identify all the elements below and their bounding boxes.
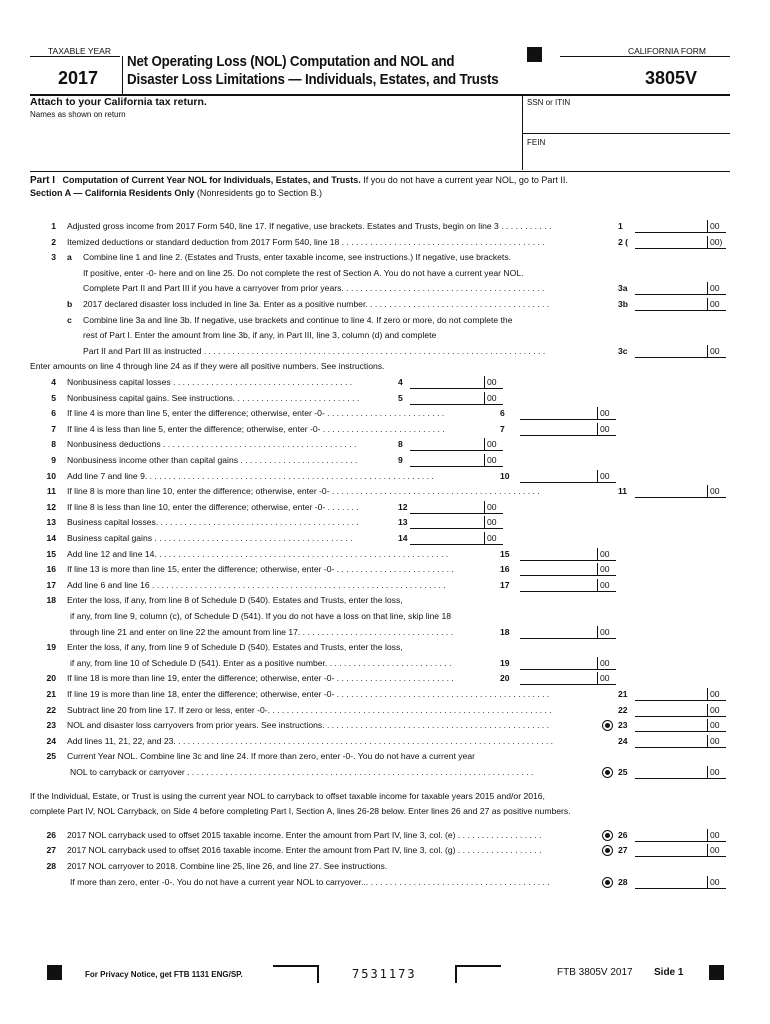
amount-input-2[interactable] xyxy=(635,236,707,249)
line-text: Combine line 1 and line 2. (Estates and Trusts, enter taxable income, see instructions.) If negative, use brackets. xyxy=(83,252,512,263)
line-number: 21 xyxy=(46,689,56,699)
privacy-notice: For Privacy Notice, get FTB 1131 ENG/SP. xyxy=(85,970,243,979)
line-16 xyxy=(46,564,454,575)
line-text: Nonbusiness capital gains. See instructions. . . . . . . . . . . . . . . . . . . . . . . . . . . xyxy=(67,392,360,403)
target-icon xyxy=(602,767,613,778)
line-number: 7 xyxy=(51,423,56,434)
cents-field[interactable]: 00 xyxy=(597,579,616,592)
cents-field[interactable]: 00 xyxy=(597,626,616,639)
cents-field[interactable]: 00 xyxy=(707,220,726,233)
cents-field[interactable]: 00 xyxy=(484,501,503,514)
form-id-footer: FTB 3805V 2017 xyxy=(557,967,633,978)
line-text: Add line 6 and line 16 . . . . . . . . . . . . . . . . . . . . . . . . . . . . . . . . . . . . . . . . . . . . . . . . . . . . . . . . . . . . . . xyxy=(67,579,446,590)
cents-field[interactable]: 00) xyxy=(707,236,726,249)
form-number: 3805V xyxy=(645,68,698,88)
amount-input-26[interactable] xyxy=(635,829,707,842)
line-text: Subtract line 20 from line 17. If zero or less, enter -0-. . . . . . . . . . . . . . . . . . . . . . . . . . . . . . . . . . . . . . . . . . . . . . . . . . . . . . . . . . . . xyxy=(67,704,552,715)
amount-input-21[interactable] xyxy=(635,688,707,701)
line-9 xyxy=(51,455,358,466)
line-text: through line 21 and enter on line 22 the amount from line 17. . . . . . . . . . . . . . . . . . . . . . . . . . . . . . . . . xyxy=(70,626,454,637)
names-input[interactable] xyxy=(30,120,518,166)
line-number: 10 xyxy=(46,470,56,481)
amount-input-14[interactable] xyxy=(410,532,484,545)
line-28 xyxy=(46,861,388,872)
line-27 xyxy=(46,845,542,856)
section-a-label: Section A — California Residents Only xyxy=(30,188,195,198)
footer-mark-right xyxy=(709,965,724,980)
line-number: 4 xyxy=(51,377,56,387)
line-number: 8 xyxy=(51,439,56,450)
line-text: Nonbusiness income other than capital gains . . . . . . . . . . . . . . . . . . . . . . . . . xyxy=(67,455,358,465)
cents-field[interactable]: 00 xyxy=(597,423,616,436)
cents-field[interactable]: 00 xyxy=(597,548,616,561)
fein-input[interactable] xyxy=(527,148,727,168)
line-label-25: 25 xyxy=(618,767,628,777)
line-text: If line 19 is more than line 18, enter the difference; otherwise, enter -0- . . . . . . . . . . . . . . . . . . . . . . . . . . . . . . . . . . . . . . . . . . . . . xyxy=(67,689,550,699)
form-title-line-2: Disaster Loss Limitations — Individuals, Estates, and Trusts xyxy=(127,72,499,88)
line-2 xyxy=(51,236,545,248)
amount-input-18[interactable] xyxy=(520,626,597,639)
side-number: Side 1 xyxy=(654,967,684,978)
line-text: NOL and disaster loss carryovers from prior years. See instructions. . . . . . . . . . . . . . . . . . . . . . . . . . . . . . . . . . . . . . . . . . . . . . . . xyxy=(67,720,550,731)
line-cont-5 xyxy=(67,299,550,310)
amount-input-17[interactable] xyxy=(520,579,597,592)
amount-input-22[interactable] xyxy=(635,704,707,717)
cents-field[interactable]: 00 xyxy=(707,735,726,748)
cents-field[interactable]: 00 xyxy=(597,470,616,483)
line-text: 2017 NOL carryback used to offset 2015 taxable income. Enter the amount from Part IV, line 3, col. (e) . . . . . . . . . . . . . . . . . . xyxy=(67,829,542,840)
line-14 xyxy=(46,533,353,544)
line-label-18: 18 xyxy=(500,626,510,637)
form-code: 7531173 xyxy=(352,967,417,981)
line-label-5: 5 xyxy=(398,392,403,403)
line-20 xyxy=(46,673,454,684)
line-22 xyxy=(46,704,552,716)
line-text: If positive, enter -0- here and on line 25. Do not complete the rest of Section A. You do not have a current year NOL. xyxy=(83,267,524,278)
line-cont-8 xyxy=(83,346,545,357)
line-text: Combine line 3a and line 3b. If negative, use brackets and continue to line 4. If zero or more, do not complete the xyxy=(83,314,513,325)
target-icon xyxy=(602,830,613,841)
line-number: 1 xyxy=(51,221,56,231)
amount-input-19[interactable] xyxy=(520,657,597,670)
line-label-14: 14 xyxy=(398,533,408,543)
line-text: 2017 declared disaster loss included in line 3a. Enter as a positive number. . . . . . . . . . . . . . . . . . . . . . . . . . . . . . . . . . . . . . . xyxy=(83,299,550,309)
line-15 xyxy=(46,548,449,560)
line-number: 19 xyxy=(46,642,56,653)
line-11 xyxy=(46,486,540,497)
line-cont-4 xyxy=(83,283,544,294)
footer-corner-left xyxy=(273,965,319,983)
line-19 xyxy=(46,642,403,653)
line-number: 14 xyxy=(46,533,56,543)
line-number: 20 xyxy=(46,673,56,684)
amount-input-12[interactable] xyxy=(410,501,484,514)
line-label-16: 16 xyxy=(500,564,510,575)
line-number: 11 xyxy=(46,486,56,497)
form-title xyxy=(127,53,523,89)
line-cont-3 xyxy=(83,268,523,279)
line-number: 12 xyxy=(46,501,56,512)
form-title-line-1: Net Operating Loss (NOL) Computation and NOL and xyxy=(127,54,455,70)
cents-field[interactable]: 00 xyxy=(484,454,503,467)
amount-input-28[interactable] xyxy=(635,876,707,889)
part-1-title: Computation of Current Year NOL for Individuals, Estates, and Trusts. xyxy=(62,175,361,185)
line-number: 6 xyxy=(51,408,56,419)
line-label-2: 2 ( xyxy=(618,236,629,247)
line-number: 17 xyxy=(46,579,56,590)
line-cont-28 xyxy=(70,658,451,669)
line-label-20: 20 xyxy=(500,673,510,684)
amount-input-6[interactable] xyxy=(520,407,597,420)
line-number: 22 xyxy=(46,704,56,715)
line-text: If the Individual, Estate, or Trust is using the current year NOL to carryback to offset taxable income for taxable years 2015 and/or 2016, xyxy=(30,790,545,801)
line-cont-9 xyxy=(30,361,384,372)
line-text: Enter amounts on line 4 through line 24 as if they were all positive numbers. See instructions. xyxy=(30,361,385,372)
line-text: Current Year NOL. Combine line 3c and line 24. If more than zero, enter -0-. You do not have a current year xyxy=(67,751,475,762)
line-text: if any, from line 9, column (c), of Schedule D (541). If you do not have a loss on that line, skip line 18 xyxy=(70,611,452,621)
line-number: 15 xyxy=(46,548,56,559)
line-label-13: 13 xyxy=(398,517,408,528)
amount-input-24[interactable] xyxy=(635,735,707,748)
fein-label: FEIN xyxy=(527,138,546,147)
line-number: 2 xyxy=(51,236,56,247)
line-3 xyxy=(51,252,512,263)
line-text: NOL to carryback or carryover . . . . . . . . . . . . . . . . . . . . . . . . . . . . . . . . . . . . . . . . . . . . . . . . . . . . . . . . . . . . . . . . . . . . . . . . . xyxy=(70,767,534,777)
cents-field[interactable]: 00 xyxy=(484,438,503,451)
line-label-19: 19 xyxy=(500,657,510,668)
registration-mark xyxy=(527,47,542,62)
amount-input-25[interactable] xyxy=(635,766,707,779)
section-a-note: (Nonresidents go to Section B.) xyxy=(196,188,322,198)
cents-field[interactable]: 00 xyxy=(707,485,726,498)
line-text: Nonbusiness deductions . . . . . . . . . . . . . . . . . . . . . . . . . . . . . . . . . . . . . . . . . xyxy=(67,439,357,450)
line-text: Business capital gains . . . . . . . . . . . . . . . . . . . . . . . . . . . . . . . . . . . . . . . . . . xyxy=(67,533,353,543)
line-text: If line 8 is less than line 10, enter the difference; otherwise, enter -0- . . . . . . . xyxy=(67,501,359,512)
amount-input-8[interactable] xyxy=(410,438,484,451)
line-cont-26 xyxy=(70,627,453,638)
cents-field[interactable]: 00 xyxy=(707,282,726,295)
line-sub-letter: b xyxy=(67,299,73,309)
line-12 xyxy=(46,501,359,513)
line-number: 23 xyxy=(46,720,56,731)
line-text: If line 8 is more than line 10, enter the difference; otherwise, enter -0- . . . . . . . . . . . . . . . . . . . . . . . . . . . . . . . . . . . . . . . . . . . . xyxy=(67,486,540,497)
amount-input-11[interactable] xyxy=(635,485,707,498)
ssn-label: SSN or ITIN xyxy=(527,98,571,107)
line-7 xyxy=(51,423,445,435)
amount-input-16[interactable] xyxy=(520,563,597,576)
line-number: 28 xyxy=(46,861,56,871)
line-label-27: 27 xyxy=(618,845,628,856)
line-10 xyxy=(46,470,434,482)
line-text: complete Part IV, NOL Carryback, on Side 4 before completing Part I, Section A, lines 26-28 below. Enter lines 26 and 27 as positive numbers. xyxy=(30,806,571,817)
line-label-22: 22 xyxy=(618,704,628,715)
line-label-15: 15 xyxy=(500,548,510,559)
line-label-7: 7 xyxy=(500,423,505,434)
cents-field[interactable]: 00 xyxy=(484,376,503,389)
cents-field[interactable]: 00 xyxy=(707,766,726,779)
line-text: Business capital losses. . . . . . . . . . . . . . . . . . . . . . . . . . . . . . . . . . . . . . . . . . . xyxy=(67,517,359,528)
line-text: If line 4 is more than line 5, enter the difference; otherwise, enter -0- . . . . . . . . . . . . . . . . . . . . . . . . . xyxy=(67,408,445,419)
line-number: 9 xyxy=(51,455,56,465)
cents-field[interactable]: 00 xyxy=(597,657,616,670)
line-cont-25 xyxy=(70,611,451,622)
amount-input-3c[interactable] xyxy=(635,345,707,358)
amount-input-3b[interactable] xyxy=(635,298,707,311)
line-number: 3 xyxy=(51,252,56,263)
line-label-11: 11 xyxy=(618,486,628,497)
amount-input-23[interactable] xyxy=(635,719,707,732)
amount-input-10[interactable] xyxy=(520,470,597,483)
cents-field[interactable]: 00 xyxy=(707,844,726,857)
line-label-6: 6 xyxy=(500,408,505,419)
line-label-3a: 3a xyxy=(618,283,628,294)
line-label-21: 21 xyxy=(618,689,628,699)
amount-input-15[interactable] xyxy=(520,548,597,561)
line-13 xyxy=(46,517,359,528)
line-sub-letter: a xyxy=(67,252,72,263)
line-text: if any, from line 10 of Schedule D (541). Enter as a positive number. . . . . . . . . . . . . . . . . . . . . . . . . . . xyxy=(70,657,452,668)
line-label-3b: 3b xyxy=(618,299,629,309)
line-text: Itemized deductions or standard deduction from 2017 Form 540, line 18 . . . . . . . . . . . . . . . . . . . . . . . . . . . . . . . . . . . . . . . . . . . xyxy=(67,236,545,247)
ssn-input[interactable] xyxy=(527,108,727,130)
cents-field[interactable]: 00 xyxy=(707,876,726,889)
line-number: 24 xyxy=(46,735,56,746)
line-4 xyxy=(51,377,353,388)
line-text: rest of Part I. Enter the amount from line 3b, if any, in Part III, line 3, column (d) and complete xyxy=(83,330,437,341)
line-text: If more than zero, enter -0-. You do not have a current year NOL to carryover... . . . . . . . . . . . . . . . . . . . . . . . . . . . . . . . . . . . . . . xyxy=(70,876,550,887)
line-cont-7 xyxy=(83,330,436,341)
line-label-10: 10 xyxy=(500,470,510,481)
line-text: Add line 12 and line 14. . . . . . . . . . . . . . . . . . . . . . . . . . . . . . . . . . . . . . . . . . . . . . . . . . . . . . . . . . . . . . xyxy=(67,548,449,559)
line-text: Add lines 11, 21, 22, and 23. . . . . . . . . . . . . . . . . . . . . . . . . . . . . . . . . . . . . . . . . . . . . . . . . . . . . . . . . . . . . . . . . . . . . . . . . . . . . . . . xyxy=(67,735,554,746)
amount-input-5[interactable] xyxy=(410,392,484,405)
footer-corner-right xyxy=(455,965,501,983)
line-label-3c: 3c xyxy=(618,345,628,356)
line-number: 13 xyxy=(46,517,56,528)
line-text: 2017 NOL carryback used to offset 2016 taxable income. Enter the amount from Part IV, line 3, col. (g) . . . . . . . . . . . . . . . . . . xyxy=(67,845,542,856)
line-text: Add line 7 and line 9. . . . . . . . . . . . . . . . . . . . . . . . . . . . . . . . . . . . . . . . . . . . . . . . . . . . . . . . . . . . . xyxy=(67,470,434,481)
line-label-28: 28 xyxy=(618,876,628,887)
line-label-9: 9 xyxy=(398,455,403,465)
cents-field[interactable]: 00 xyxy=(707,719,726,732)
line-label-8: 8 xyxy=(398,439,403,450)
line-number: 5 xyxy=(51,392,56,403)
line-21 xyxy=(46,689,550,700)
amount-input-4[interactable] xyxy=(410,376,484,389)
line-number: 26 xyxy=(46,829,56,840)
line-number: 16 xyxy=(46,564,56,575)
line-cont-35 xyxy=(70,767,533,778)
line-24 xyxy=(46,735,554,747)
amount-input-20[interactable] xyxy=(520,672,597,685)
cents-field[interactable]: 00 xyxy=(707,704,726,717)
line-8 xyxy=(51,439,357,450)
cents-field[interactable]: 00 xyxy=(707,688,726,701)
line-number: 25 xyxy=(46,751,56,762)
california-form-label: CALIFORNIA FORM xyxy=(628,46,706,56)
line-text: Part II and Part III as instructed . . . . . . . . . . . . . . . . . . . . . . . . . . . . . . . . . . . . . . . . . . . . . . . . . . . . . . . . . . . . . . . . . . . . . . . . xyxy=(83,345,546,356)
cents-field[interactable]: 00 xyxy=(484,516,503,529)
cents-field[interactable]: 00 xyxy=(484,392,503,405)
amount-input-9[interactable] xyxy=(410,454,484,467)
target-icon xyxy=(602,720,613,731)
cents-field[interactable]: 00 xyxy=(707,829,726,842)
target-icon xyxy=(602,877,613,888)
taxable-year-label: TAXABLE YEAR xyxy=(48,46,111,56)
line-label-4: 4 xyxy=(398,377,403,387)
amount-input-3a[interactable] xyxy=(635,282,707,295)
line-cont-6 xyxy=(67,314,513,326)
line-text: If line 13 is more than line 15, enter the difference; otherwise, enter -0- . . . . . . . . . . . . . . . . . . . . . . . . . xyxy=(67,564,454,575)
line-26 xyxy=(46,829,542,841)
line-number: 18 xyxy=(46,595,56,606)
line-18 xyxy=(46,595,403,606)
cents-field[interactable]: 00 xyxy=(484,532,503,545)
target-icon xyxy=(602,845,613,856)
amount-input-7[interactable] xyxy=(520,423,597,436)
line-17 xyxy=(46,579,446,591)
cents-field[interactable]: 00 xyxy=(597,407,616,420)
names-label: Names as shown on return xyxy=(30,110,126,119)
line-6 xyxy=(51,408,445,419)
amount-input-13[interactable] xyxy=(410,516,484,529)
line-text: Enter the loss, if any, from line 9 of Schedule D (540). Estates and Trusts, enter the loss, xyxy=(67,642,403,653)
line-cont-36 xyxy=(30,791,545,802)
part-1-label: Part I xyxy=(30,175,56,186)
section-a-heading xyxy=(30,188,322,198)
line-label-24: 24 xyxy=(618,735,628,746)
line-label-12: 12 xyxy=(398,501,408,512)
line-23 xyxy=(46,720,550,731)
line-label-17: 17 xyxy=(500,579,510,590)
line-sub-letter: c xyxy=(67,314,72,325)
line-cont-37 xyxy=(30,806,571,817)
amount-input-27[interactable] xyxy=(635,844,707,857)
line-25 xyxy=(46,751,475,762)
line-text: Nonbusiness capital losses . . . . . . . . . . . . . . . . . . . . . . . . . . . . . . . . . . . . . . xyxy=(67,377,353,387)
cents-field[interactable]: 00 xyxy=(597,672,616,685)
line-cont-41 xyxy=(70,877,550,888)
tax-year: 2017 xyxy=(58,68,99,88)
line-text: If line 18 is more than line 19, enter the difference; otherwise, enter -0- . . . . . . . . . . . . . . . . . . . . . . . . . xyxy=(67,673,454,684)
cents-field[interactable]: 00 xyxy=(707,345,726,358)
cents-field[interactable]: 00 xyxy=(707,298,726,311)
line-text: Adjusted gross income from 2017 Form 540, line 17. If negative, use brackets. Estates and Trusts, begin on line 3 . . . . . . . . . . . xyxy=(67,221,552,231)
amount-input-1[interactable] xyxy=(635,220,707,233)
part-1-note: If you do not have a current year NOL, go to Part II. xyxy=(363,175,568,185)
attach-instruction: Attach to your California tax return. xyxy=(30,96,207,108)
line-number: 27 xyxy=(46,845,56,856)
cents-field[interactable]: 00 xyxy=(597,563,616,576)
footer-mark-left xyxy=(47,965,62,980)
line-text: 2017 NOL carryover to 2018. Combine line 25, line 26, and line 27. See instructions. xyxy=(67,861,388,871)
line-1 xyxy=(51,221,552,232)
line-5 xyxy=(51,392,360,404)
line-text: Enter the loss, if any, from line 8 of Schedule D (540). Estates and Trusts, enter the loss, xyxy=(67,595,403,606)
line-label-26: 26 xyxy=(618,829,628,840)
line-label-1: 1 xyxy=(618,221,623,231)
line-text: If line 4 is less than line 5, enter the difference; otherwise, enter -0- . . . . . . . . . . . . . . . . . . . . . . . . . . xyxy=(67,423,445,434)
line-text: Complete Part II and Part III if you have a carryover from prior years. . . . . . . . . . . . . . . . . . . . . . . . . . . . . . . . . . . . . . . . . . . xyxy=(83,283,545,294)
part-1-heading xyxy=(30,175,750,186)
line-label-23: 23 xyxy=(618,720,628,731)
